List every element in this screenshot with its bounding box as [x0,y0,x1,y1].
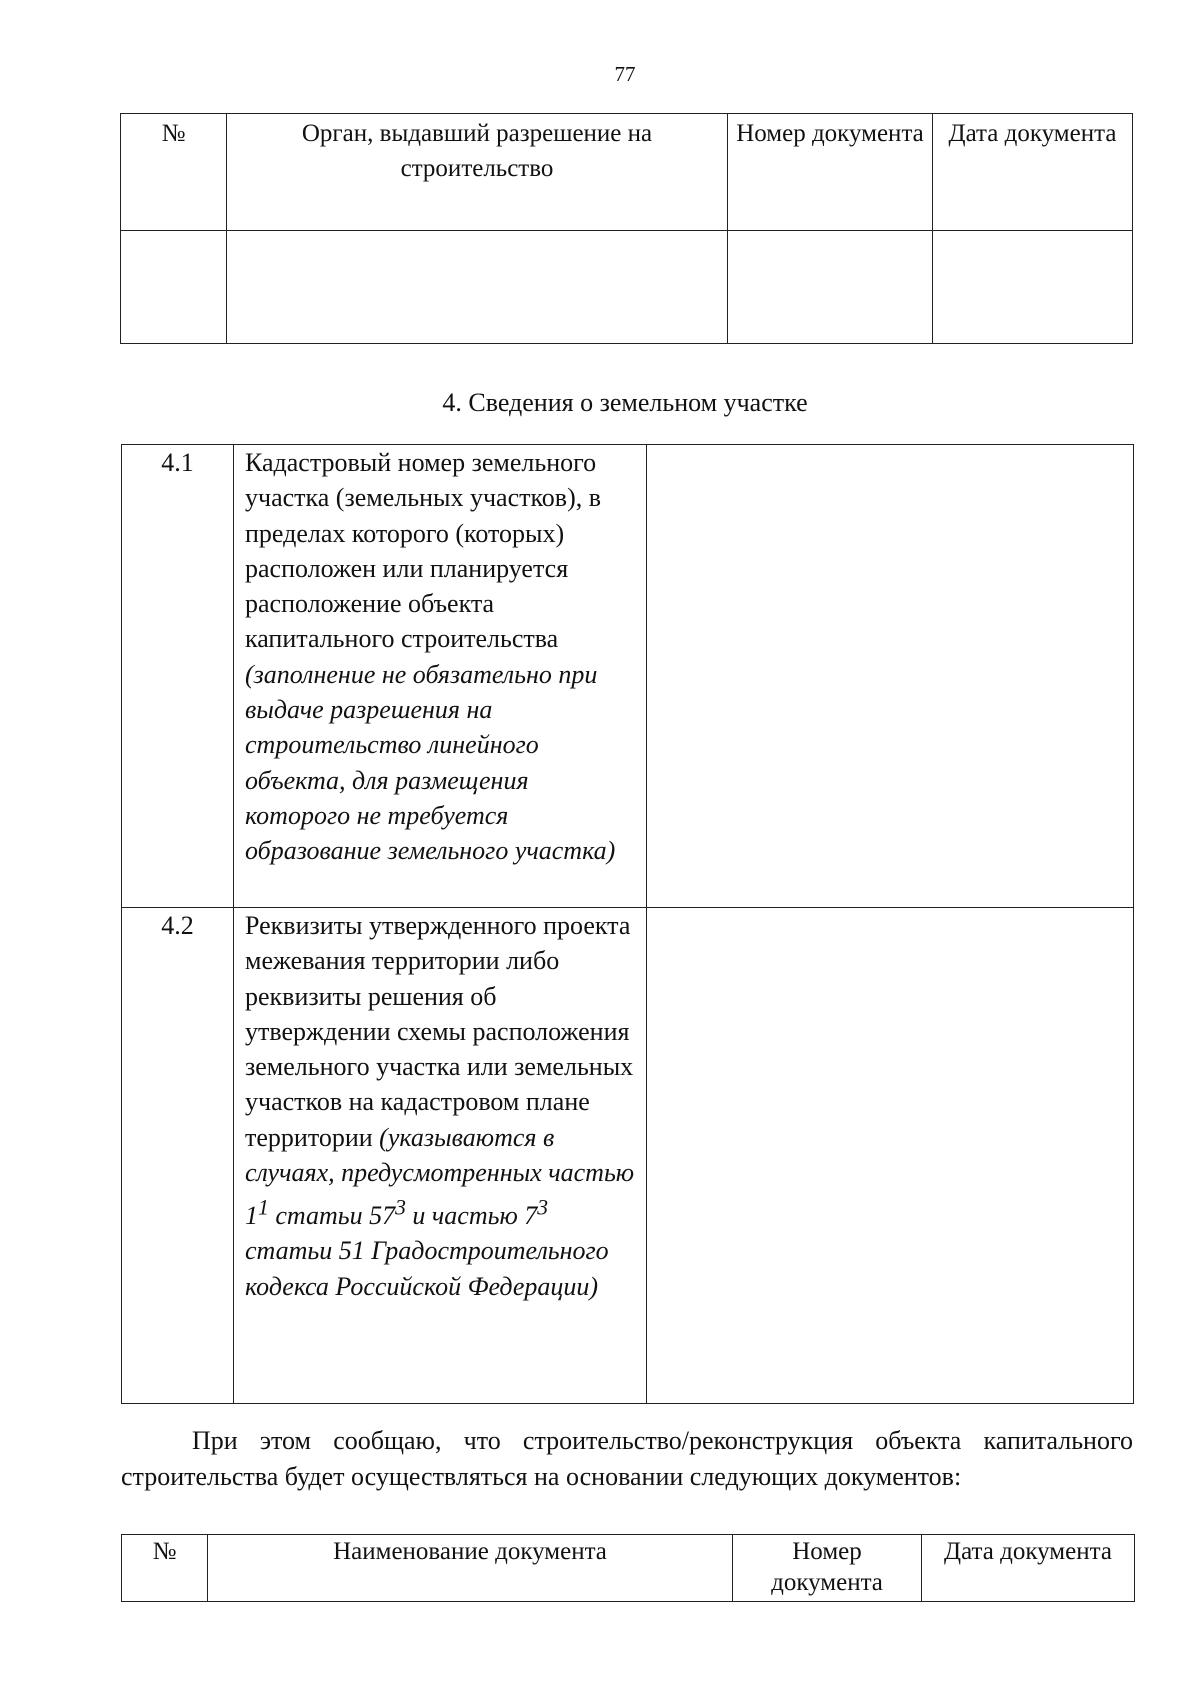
table-row [121,231,1133,344]
col-number-header: № [122,1535,208,1602]
col-doc-number-header: Номер документа [733,1535,922,1602]
row-value-cell[interactable] [647,445,1134,908]
cell-doc-number[interactable] [728,231,933,344]
cell-authority[interactable] [227,231,728,344]
body-paragraph: При этом сообщаю, что строительство/реконструкция объекта капитального строительства будет осуществляться на основании следующих документов: [121,1426,1133,1491]
col-authority-header: Орган, выдавший разрешение на строительство [227,114,728,231]
row-description [234,908,647,1404]
col-doc-number-header: Номер документа [728,114,933,231]
table-header-row [122,1535,1135,1602]
col-doc-date-header: Дата документа [922,1535,1135,1602]
land-plot-table [121,444,1134,1404]
permit-table [120,113,1133,344]
row-text: Реквизиты утвержденного проекта межевания территории либо реквизиты решения об утверждении схемы расположения земельного участка или земельных участков на кадастровом плане территории [245,911,634,1152]
row-description [234,445,647,908]
col-doc-date-header: Дата документа [933,114,1133,231]
row-number: 4.1 [122,445,234,908]
cell-number[interactable] [121,231,227,344]
col-doc-name-header: Наименование документа [208,1535,733,1602]
documents-table [121,1534,1135,1602]
row-number: 4.2 [122,908,234,1404]
col-number-header: № [121,114,227,231]
row-value-cell[interactable] [647,908,1134,1404]
row-note: (заполнение не обязательно при выдаче разрешения на строительство линейного объекта, для размещения которого не требуется образование земельного участка) [245,659,616,866]
row-text: Кадастровый номер земельного участка (земельных участков), в пределах которого (которых) расположен или планируется расположение объекта капитального строительства [245,448,602,654]
table-row [122,908,1134,1404]
page-number: 77 [614,62,636,86]
table-header-row [121,114,1133,231]
table-row [122,445,1134,908]
section-heading: 4. Сведения о земельном участке [442,388,808,417]
row-note: (указываются в случаях, предусмотренных частью $1^1$ статьи $57^3$ и частью $7^3$ статьи 51 Градостроительного кодекса Российской Федерации) [245,1122,635,1301]
cell-doc-date[interactable] [933,231,1133,344]
